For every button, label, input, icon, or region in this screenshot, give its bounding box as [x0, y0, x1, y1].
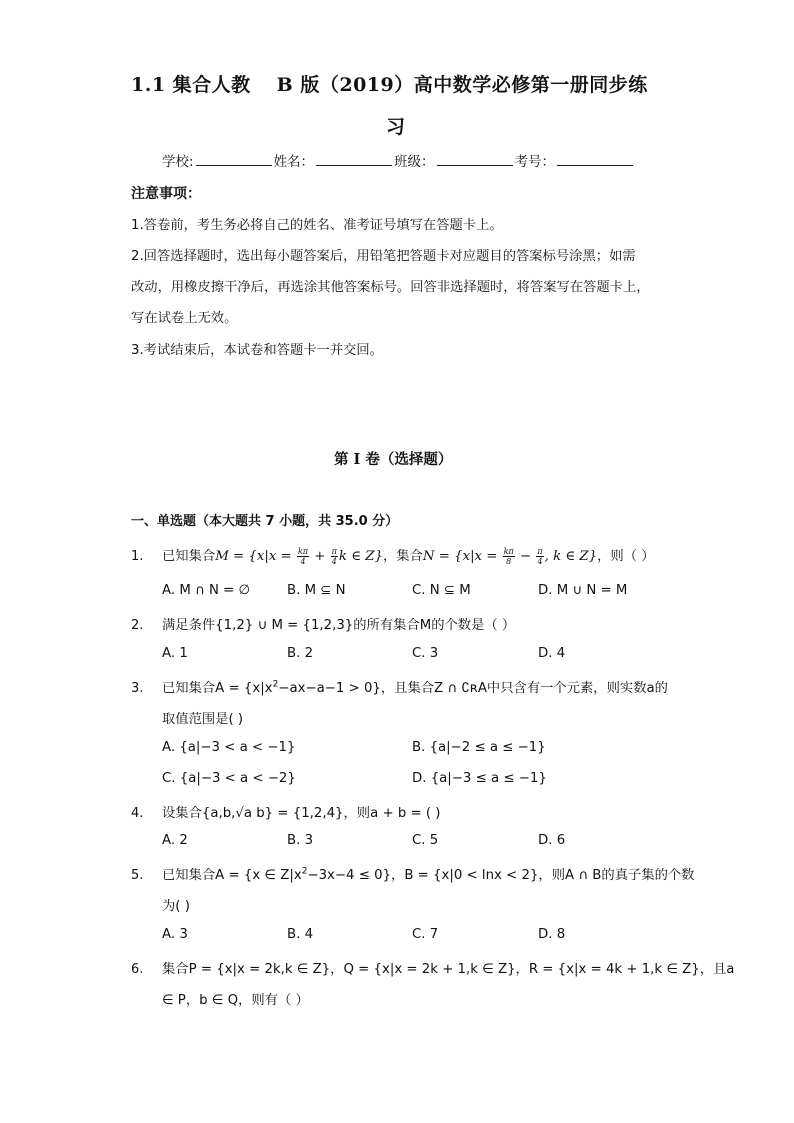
notice-item-2-line-1: 2.回答选择题时，选出每小题答案后，用铅笔把答题卡对应题目的答案标号涂黑；如需: [131, 249, 636, 264]
q1-frac-4: $\frac{\pi}{4}$: [537, 546, 543, 566]
question-3-option-a[interactable]: A. {a|−3 < a < −1}: [162, 740, 296, 755]
q1-frac-1: $\frac{k\pi}{4}$: [297, 546, 309, 566]
notice-item-3: 3.考试结束后，本试卷和答题卡一并交回。: [131, 343, 384, 358]
question-1-text: [162, 545, 655, 566]
question-6-text: 集合P = {x|x = 2k,k ∈ Z}，Q = {x|x = 2k + 1,k ∈ Z}，R = {x|x = 4k + 1,k ∈ Z}，且a: [162, 962, 735, 977]
class-label: 班级：: [394, 154, 435, 170]
q3-pre: 已知集合A = {x|x: [162, 681, 273, 696]
notice-item-2-line-2: 改动，用橡皮擦干净后，再选涂其他答案标号。回答非选择题时，将答案写在答题卡上，: [131, 280, 650, 295]
q1-plus: +: [310, 549, 330, 564]
question-4-text: 设集合{a,b,√a b} = {1,2,4}，则a + b = ( ): [162, 806, 441, 821]
school-label: 学校:: [162, 154, 194, 170]
class-blank[interactable]: [437, 153, 513, 166]
question-3-option-b[interactable]: B. {a|−2 ≤ a ≤ −1}: [412, 740, 546, 755]
number-blank[interactable]: [557, 153, 633, 166]
q1-frac-2: $\frac{\pi}{4}$: [331, 546, 337, 566]
q1-minus: −: [515, 549, 536, 564]
question-2-number: 2.: [131, 618, 144, 633]
question-3-text-line-2: 取值范围是( ): [162, 712, 244, 727]
notice-heading: 注意事项：: [131, 186, 201, 202]
question-5-text-line-2: 为( ): [162, 899, 190, 914]
question-2-option-c[interactable]: C. 3: [412, 646, 439, 661]
number-label: 考号：: [514, 154, 556, 170]
question-1-option-a[interactable]: A. M ∩ N = ∅: [162, 583, 251, 598]
q1-frac-3: $\frac{k\pi}{8}$: [503, 546, 514, 566]
question-4-option-d[interactable]: D. 6: [538, 833, 566, 848]
question-4-option-a[interactable]: A. 2: [162, 833, 188, 848]
title-part1: 1.1 集合人教: [131, 74, 251, 96]
question-2-text: 满足条件{1,2} ∪ M = {1,2,3}的所有集合M的个数是（ ）: [162, 618, 516, 633]
question-3-option-c[interactable]: C. {a|−3 < a < −2}: [162, 771, 296, 786]
question-4-option-c[interactable]: C. 5: [412, 833, 439, 848]
school-blank[interactable]: [196, 153, 272, 166]
q1-post: ，则（ ）: [597, 549, 655, 564]
student-info-row: [162, 150, 635, 170]
question-6-number: 6.: [131, 962, 144, 977]
question-5-number: 5.: [131, 868, 144, 883]
section-title: 第 I 卷（选择题）: [334, 451, 453, 468]
q5-pre: 已知集合A = {x ∈ Z|x: [162, 868, 302, 883]
question-1-option-c[interactable]: C. N ⊆ M: [412, 583, 471, 598]
question-1-number: 1.: [131, 549, 144, 564]
question-6-text-line-2: ∈ P，b ∈ Q，则有（ ）: [162, 993, 309, 1008]
q1-pre: 已知集合: [162, 549, 216, 564]
name-blank[interactable]: [316, 153, 392, 166]
question-2-option-a[interactable]: A. 1: [162, 646, 188, 661]
question-3-number: 3.: [131, 681, 144, 696]
q1-set-n-end: , k ∈ Z}: [544, 549, 598, 564]
notice-item-1: 1.答卷前，考生务必将自己的姓名、准考证号填写在答题卡上。: [131, 218, 503, 233]
q1-set-n-start: N = {x|x =: [422, 549, 502, 564]
q1-mid: ，集合: [382, 549, 423, 564]
question-5-text: [162, 864, 694, 883]
q3-sup: 2: [272, 679, 279, 690]
question-3-text: [162, 677, 668, 696]
question-5-option-a[interactable]: A. 3: [162, 927, 188, 942]
question-3-option-d[interactable]: D. {a|−3 ≤ a ≤ −1}: [412, 771, 547, 786]
part-title: 一、单选题（本大题共 7 小题，共 35.0 分）: [131, 514, 399, 529]
question-4-option-b[interactable]: B. 3: [287, 833, 314, 848]
question-5-option-c[interactable]: C. 7: [412, 927, 439, 942]
q1-set-m-start: M = {x|x =: [215, 549, 296, 564]
question-2-option-b[interactable]: B. 2: [287, 646, 314, 661]
page-title-line2: 习: [386, 116, 406, 138]
question-5-option-b[interactable]: B. 4: [287, 927, 314, 942]
name-label: 姓名：: [273, 154, 315, 170]
notice-item-2-line-3: 写在试卷上无效。: [131, 311, 238, 326]
q5-sup: 2: [301, 866, 308, 877]
title-part2: B 版（2019）高中数学必修第一册同步练: [276, 74, 648, 96]
page-title: [131, 70, 648, 97]
q5-post: −3x−4 ≤ 0}，B = {x|0 < lnx < 2}，则A ∩ B的真子集的个数: [307, 868, 695, 883]
q1-set-m-end: k ∈ Z}: [338, 549, 383, 564]
question-1-option-b[interactable]: B. M ⊆ N: [287, 583, 346, 598]
q3-post: −ax−a−1 > 0}，且集合Z ∩ ∁ʀA中只含有一个元素，则实数a的: [278, 681, 668, 696]
question-2-option-d[interactable]: D. 4: [538, 646, 566, 661]
question-4-number: 4.: [131, 806, 144, 821]
question-5-option-d[interactable]: D. 8: [538, 927, 566, 942]
question-1-option-d[interactable]: D. M ∪ N = M: [538, 583, 628, 598]
